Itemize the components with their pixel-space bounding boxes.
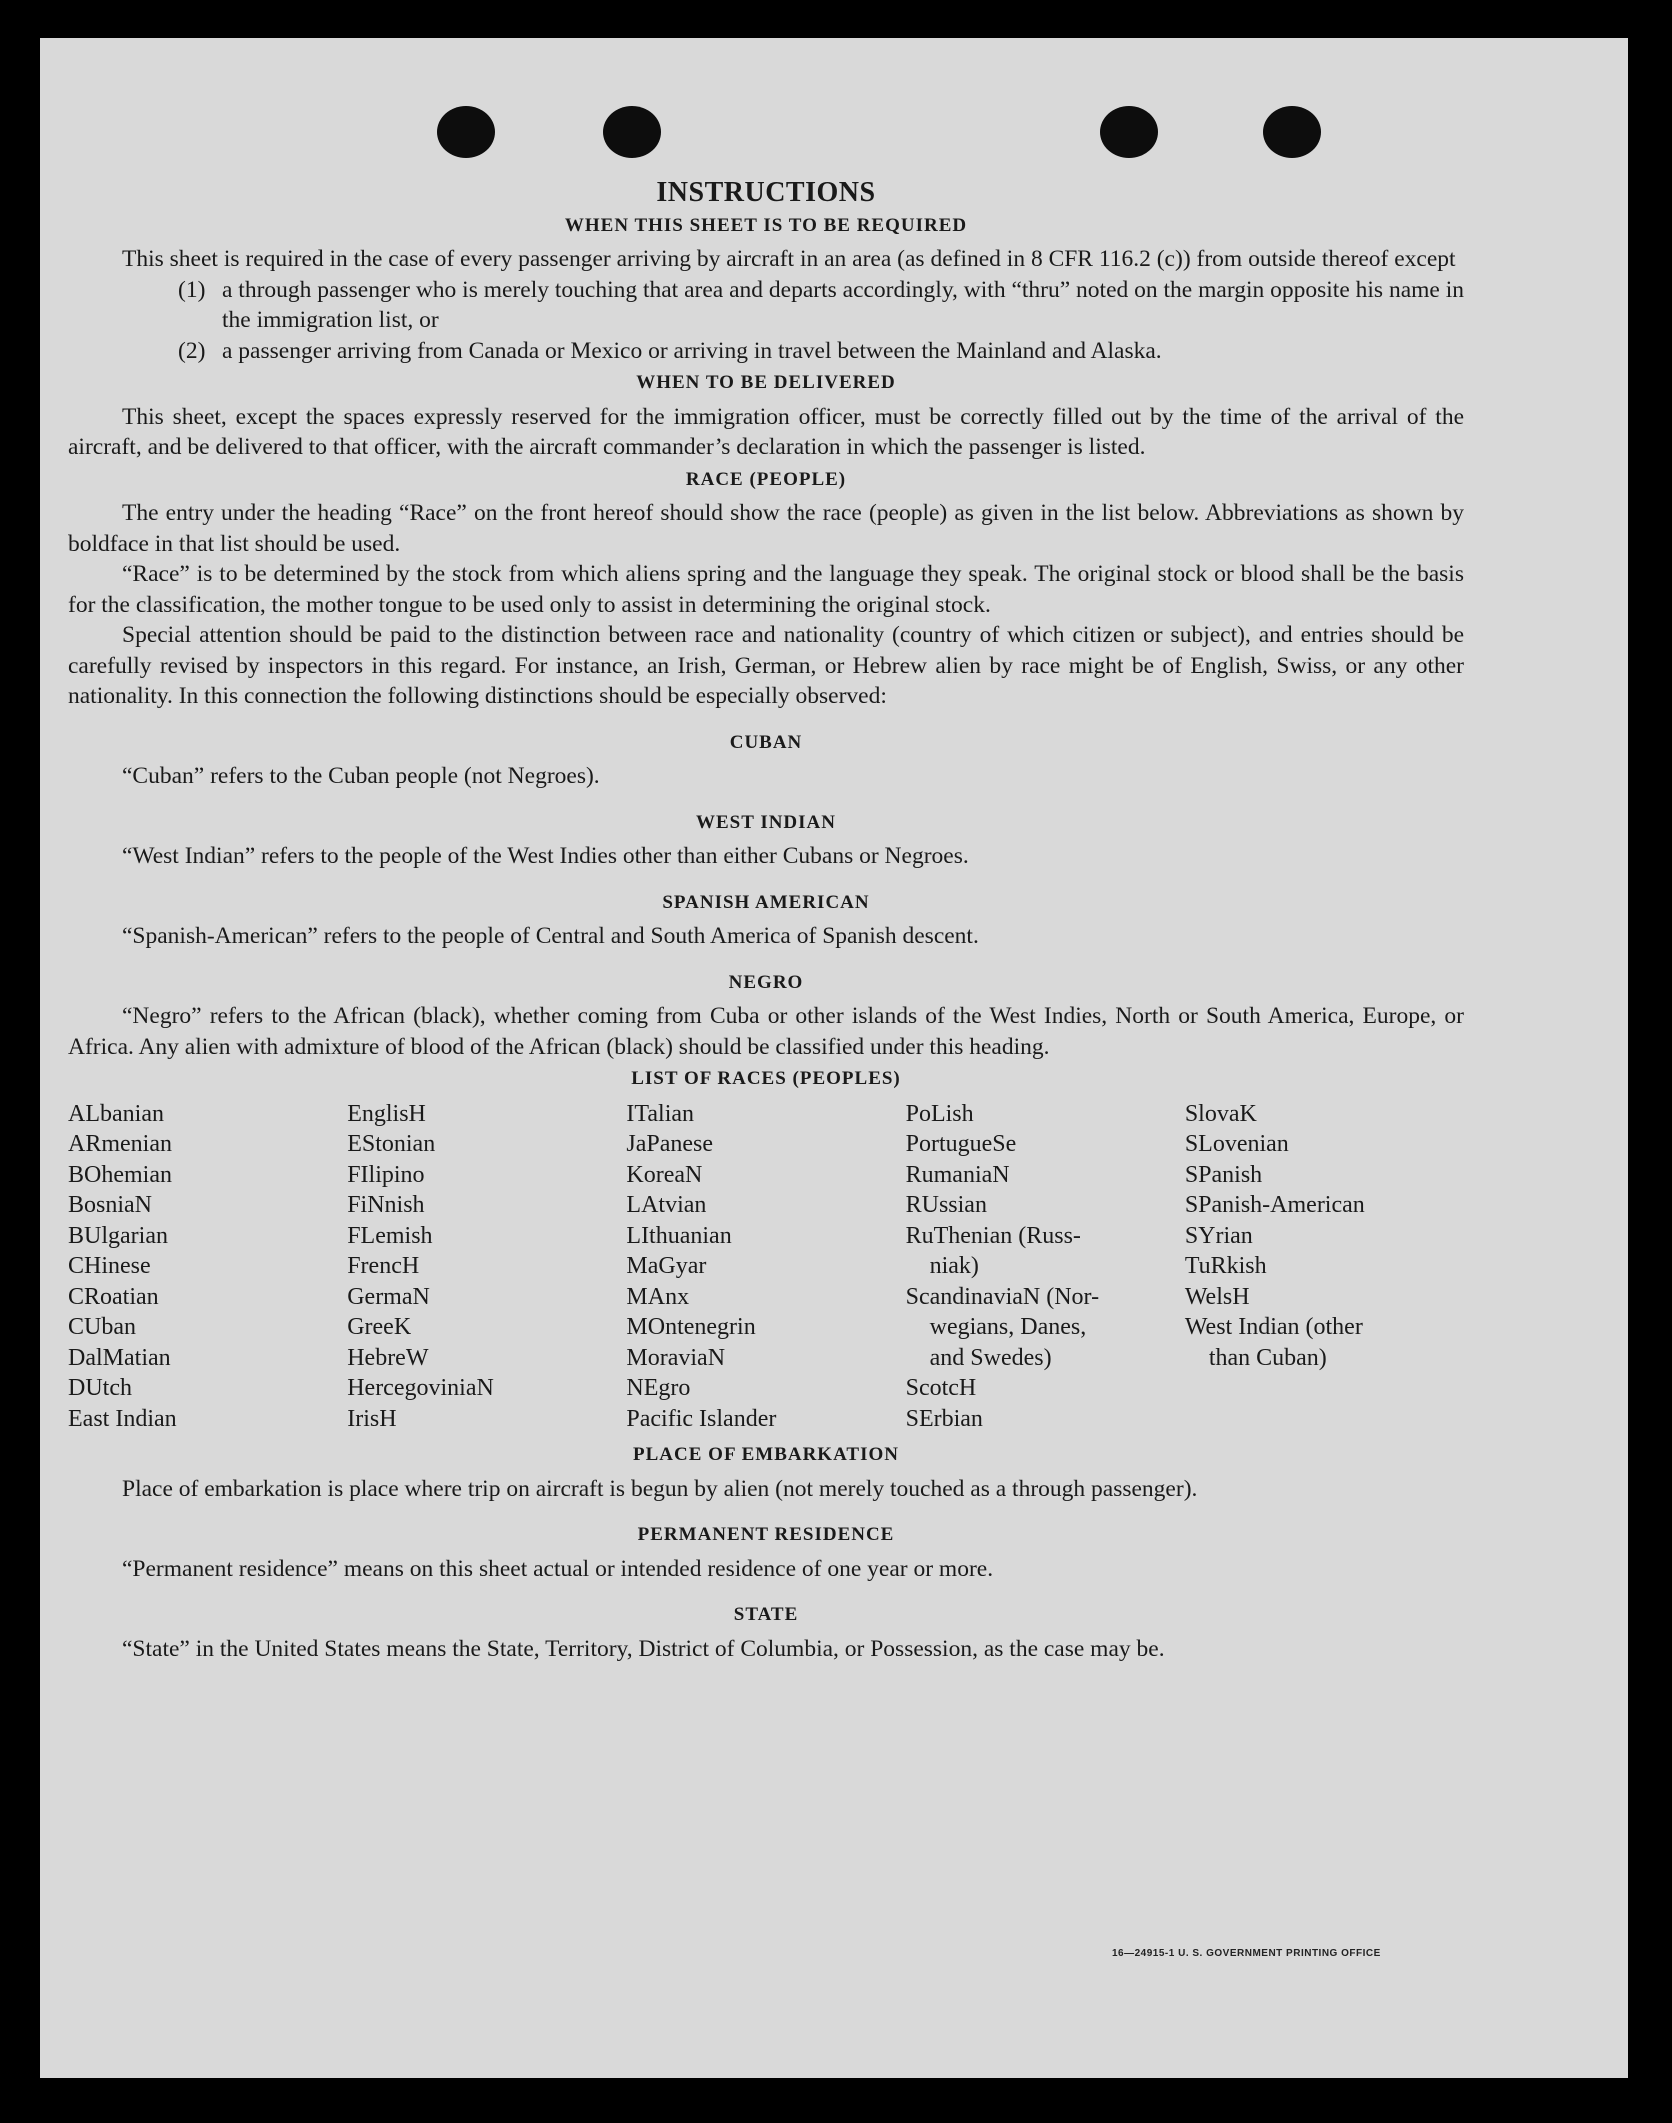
list-item: ARmenian: [68, 1131, 172, 1157]
list-item: HebreW: [347, 1344, 429, 1371]
list-item: ITalian: [626, 1100, 695, 1127]
list-item: LIthuanian: [626, 1222, 732, 1249]
document-page: [40, 38, 1628, 2078]
paragraph: “State” in the United States means the State, Territory, District of Columbia, or Possession, as the case may be.: [122, 1635, 1165, 1662]
printing-office-code: 16—24915-1 U. S. GOVERNMENT PRINTING OFFICE: [1112, 1948, 1381, 1959]
list-item: West Indian (other than Cuban): [1184, 1314, 1363, 1371]
race-list: [68, 1099, 1464, 1435]
list-item: MaGyar: [626, 1253, 707, 1279]
section-heading: LIST OF RACES (PEOPLES): [631, 1068, 901, 1089]
list-item: BUlgarian: [68, 1222, 168, 1249]
section-heading: NEGRO: [728, 971, 804, 993]
document-body: [68, 178, 1464, 1664]
list-item: CRoatian: [68, 1283, 159, 1310]
paragraph: “Negro” refers to the African (black), whether coming from Cuba or other islands of the West Indies, North or South America, Europe, or Africa. Any alien with admixture of blood of the African (black) should be classified under this heading.: [68, 1003, 1464, 1060]
punch-hole: [1263, 106, 1321, 158]
section-heading: PLACE OF EMBARKATION: [633, 1444, 899, 1465]
section-heading: STATE: [733, 1604, 799, 1625]
list-item: JaPanese: [626, 1131, 714, 1157]
list-item: CUban: [68, 1314, 136, 1340]
list-item: ScandinaviaN (Nor- wegians, Danes, and Swedes): [905, 1283, 1100, 1371]
list-item: GreeK: [347, 1314, 412, 1340]
list-item: DUtch: [68, 1375, 132, 1401]
race-column: [347, 1099, 626, 1435]
list-item: MoraviaN: [626, 1344, 726, 1371]
section-heading: SPANISH AMERICAN: [662, 891, 870, 913]
paragraph: This sheet is required in the case of every passenger arriving by aircraft in an area (as defined in 8 CFR 116.2 (c)) from outside thereof except: [122, 246, 1456, 272]
list-item: MOntenegrin: [626, 1314, 756, 1340]
exception-list: [178, 275, 1464, 367]
race-column: [906, 1099, 1185, 1435]
section-heading: PERMANENT RESIDENCE: [637, 1524, 895, 1545]
list-item: SPanish: [1184, 1161, 1263, 1188]
paragraph: “Cuban” refers to the Cuban people (not Negroes).: [122, 763, 600, 789]
section-heading: RACE (PEOPLE): [685, 468, 847, 490]
list-item: (2) a passenger arriving from Canada or Mexico or arriving in travel between the Mainland and Alaska.: [178, 337, 1162, 364]
list-item: RUssian: [905, 1192, 987, 1218]
list-item: TuRkish: [1184, 1253, 1267, 1279]
section-heading: WHEN THIS SHEET IS TO BE REQUIRED: [564, 214, 968, 236]
paragraph: “Spanish-American” refers to the people of Central and South America of Spanish descent.: [122, 923, 979, 949]
list-item: ScotcH: [905, 1375, 977, 1401]
list-item: BOhemian: [68, 1161, 172, 1188]
list-item: FLemish: [347, 1222, 433, 1249]
list-item: RuThenian (Russ- niak): [905, 1222, 1081, 1279]
list-item: HercegoviniaN: [347, 1375, 494, 1401]
section-heading: WHEN TO BE DELIVERED: [636, 372, 896, 393]
list-item: WelsH: [1184, 1283, 1250, 1310]
list-item: FIlipino: [347, 1161, 425, 1188]
page-title: INSTRUCTIONS: [656, 177, 876, 208]
section-heading: CUBAN: [729, 731, 803, 753]
paragraph: “West Indian” refers to the people of the West Indies other than either Cubans or Negroes.: [122, 843, 969, 869]
paragraph: Place of embarkation is place where trip on aircraft is begun by alien (not merely touched as a through passenger).: [122, 1475, 1198, 1502]
list-item: EStonian: [347, 1131, 436, 1157]
list-item: SYrian: [1184, 1222, 1253, 1249]
list-item: PoLish: [905, 1100, 974, 1127]
list-item: LAtvian: [626, 1192, 707, 1218]
list-item: DalMatian: [68, 1344, 171, 1371]
list-item: RumaniaN: [905, 1161, 1010, 1188]
list-item: GermaN: [347, 1283, 430, 1310]
section-heading: WEST INDIAN: [696, 811, 836, 833]
race-column: [1185, 1099, 1464, 1435]
punch-hole: [603, 106, 661, 158]
paragraph: The entry under the heading “Race” on the front hereof should show the race (people) as given in the list below. Abbreviations as shown by boldface in that list should be used.: [68, 500, 1464, 557]
paragraph: “Permanent residence” means on this sheet actual or intended residence of one year or more.: [122, 1555, 994, 1582]
list-item: FiNnish: [347, 1192, 425, 1218]
race-column: [68, 1099, 347, 1435]
list-item: FrencH: [347, 1253, 420, 1279]
list-item: CHinese: [68, 1253, 151, 1279]
paragraph: Special attention should be paid to the distinction between race and nationality (country of which citizen or subject), and entries should be carefully revised by inspectors in this regard. For instance, an Irish, German, or Hebrew alien by race might be of English, Swiss, or any other nationality. In this connection the following distinctions should be especially observed:: [68, 622, 1464, 709]
list-item: MAnx: [626, 1283, 690, 1310]
punch-hole: [1100, 106, 1158, 158]
list-item: SErbian: [905, 1405, 983, 1432]
race-column: [626, 1099, 905, 1435]
list-item: NEgro: [626, 1375, 691, 1401]
paragraph: This sheet, except the spaces expressly reserved for the immigration officer, must be correctly filled out by the time of the arrival of the aircraft, and be delivered to that officer, with the aircraft commander’s declaration in which the passenger is listed.: [68, 403, 1464, 460]
list-item: ALbanian: [68, 1100, 164, 1127]
list-item: PortugueSe: [905, 1131, 1017, 1157]
list-item: BosniaN: [68, 1192, 152, 1218]
list-item: KoreaN: [626, 1161, 703, 1188]
list-item: SPanish-American: [1184, 1192, 1365, 1218]
list-item: Pacific Islander: [626, 1405, 777, 1432]
list-item: (1) a through passenger who is merely touching that area and departs accordingly, with “thru” noted on the margin opposite his name in the immigration list, or: [178, 276, 1464, 333]
list-item: SlovaK: [1184, 1100, 1257, 1127]
paragraph: “Race” is to be determined by the stock from which aliens spring and the language they speak. The original stock or blood shall be the basis for the classification, the mother tongue to be used only to assist in determining the original stock.: [68, 561, 1464, 618]
list-item: EnglisH: [347, 1100, 426, 1127]
list-item: IrisH: [347, 1405, 397, 1432]
list-item: SLovenian: [1184, 1131, 1289, 1157]
list-item: East Indian: [68, 1405, 177, 1432]
punch-hole: [437, 106, 495, 158]
